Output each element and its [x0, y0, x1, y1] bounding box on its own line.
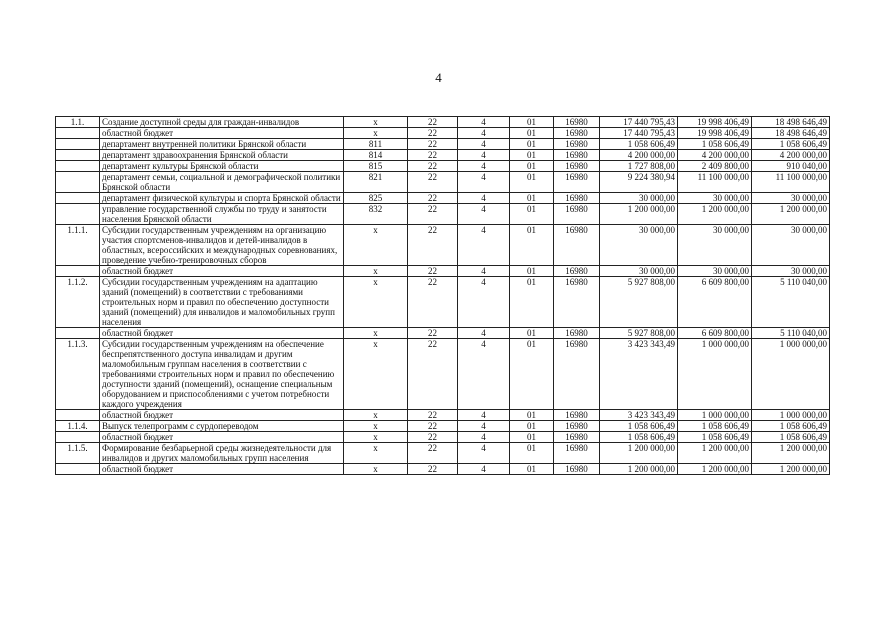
row-subprogram-code: 4 — [458, 204, 510, 225]
row-direction-code: 16980 — [554, 225, 600, 266]
row-amount-year-3: 1 200 000,00 — [752, 204, 830, 225]
row-amount-year-3: 18 498 646,49 — [752, 128, 830, 139]
row-amount-year-1: 1 058 606,49 — [600, 421, 678, 432]
row-amount-year-3: 1 000 000,00 — [752, 339, 830, 410]
row-admin-code: х — [344, 432, 408, 443]
row-amount-year-1: 3 423 343,49 — [600, 339, 678, 410]
row-program-code: 22 — [408, 204, 458, 225]
row-event-code: 01 — [510, 443, 554, 464]
row-direction-code: 16980 — [554, 193, 600, 204]
row-name: областной бюджет — [100, 432, 344, 443]
row-program-code: 22 — [408, 328, 458, 339]
row-direction-code: 16980 — [554, 266, 600, 277]
row-subprogram-code: 4 — [458, 339, 510, 410]
row-amount-year-3: 1 058 606,49 — [752, 421, 830, 432]
row-code — [56, 204, 100, 225]
row-direction-code: 16980 — [554, 117, 600, 128]
row-subprogram-code: 4 — [458, 150, 510, 161]
row-event-code: 01 — [510, 421, 554, 432]
row-program-code: 22 — [408, 150, 458, 161]
row-code: 1.1.3. — [56, 339, 100, 410]
row-amount-year-3: 30 000,00 — [752, 225, 830, 266]
row-name: Формирование безбарьерной среды жизнедеятельности для инвалидов и других маломобильных групп населения — [100, 443, 344, 464]
row-event-code: 01 — [510, 410, 554, 421]
row-name: областной бюджет — [100, 410, 344, 421]
row-name: департамент внутренней политики Брянской области — [100, 139, 344, 150]
row-subprogram-code: 4 — [458, 421, 510, 432]
row-amount-year-1: 1 200 000,00 — [600, 464, 678, 475]
row-code: 1.1. — [56, 117, 100, 128]
table-row — [56, 328, 830, 339]
row-name: Субсидии государственным учреждениям на организацию участия спортсменов-инвалидов и детей-инвалидов в областных, всероссийских и международных соревнованиях, проведение учебно-тренировочных сборов — [100, 225, 344, 266]
row-admin-code: 815 — [344, 161, 408, 172]
row-direction-code: 16980 — [554, 432, 600, 443]
row-program-code: 22 — [408, 432, 458, 443]
row-amount-year-2: 1 200 000,00 — [678, 204, 752, 225]
row-name: департамент семьи, социальной и демографической политики Брянской области — [100, 172, 344, 193]
table-row — [56, 193, 830, 204]
row-name: Выпуск телепрограмм с сурдопереводом — [100, 421, 344, 432]
table-row — [56, 277, 830, 328]
row-event-code: 01 — [510, 277, 554, 328]
row-code — [56, 328, 100, 339]
row-subprogram-code: 4 — [458, 172, 510, 193]
row-code: 1.1.1. — [56, 225, 100, 266]
row-subprogram-code: 4 — [458, 193, 510, 204]
row-direction-code: 16980 — [554, 204, 600, 225]
row-program-code: 22 — [408, 464, 458, 475]
row-program-code: 22 — [408, 410, 458, 421]
row-amount-year-1: 17 440 795,43 — [600, 128, 678, 139]
table-row — [56, 443, 830, 464]
row-admin-code: 825 — [344, 193, 408, 204]
table-row — [56, 161, 830, 172]
row-program-code: 22 — [408, 193, 458, 204]
row-subprogram-code: 4 — [458, 443, 510, 464]
row-event-code: 01 — [510, 172, 554, 193]
row-subprogram-code: 4 — [458, 266, 510, 277]
row-amount-year-2: 1 058 606,49 — [678, 421, 752, 432]
row-amount-year-3: 30 000,00 — [752, 193, 830, 204]
row-admin-code: 811 — [344, 139, 408, 150]
budget-table — [55, 116, 830, 475]
row-code — [56, 193, 100, 204]
row-program-code: 22 — [408, 117, 458, 128]
row-code — [56, 266, 100, 277]
row-code — [56, 464, 100, 475]
row-direction-code: 16980 — [554, 328, 600, 339]
page-number: 4 — [435, 70, 442, 85]
row-name: департамент культуры Брянской области — [100, 161, 344, 172]
row-code: 1.1.4. — [56, 421, 100, 432]
row-amount-year-2: 30 000,00 — [678, 225, 752, 266]
row-direction-code: 16980 — [554, 339, 600, 410]
row-program-code: 22 — [408, 225, 458, 266]
row-program-code: 22 — [408, 172, 458, 193]
row-code — [56, 150, 100, 161]
row-amount-year-2: 11 100 000,00 — [678, 172, 752, 193]
row-admin-code: х — [344, 117, 408, 128]
row-direction-code: 16980 — [554, 161, 600, 172]
row-admin-code: х — [344, 421, 408, 432]
row-event-code: 01 — [510, 128, 554, 139]
row-amount-year-2: 19 998 406,49 — [678, 117, 752, 128]
row-code: 1.1.2. — [56, 277, 100, 328]
row-direction-code: 16980 — [554, 443, 600, 464]
row-program-code: 22 — [408, 128, 458, 139]
row-amount-year-1: 30 000,00 — [600, 225, 678, 266]
row-direction-code: 16980 — [554, 464, 600, 475]
row-event-code: 01 — [510, 150, 554, 161]
table-row — [56, 139, 830, 150]
row-amount-year-3: 30 000,00 — [752, 266, 830, 277]
row-amount-year-3: 1 200 000,00 — [752, 464, 830, 475]
table-row — [56, 204, 830, 225]
row-program-code: 22 — [408, 139, 458, 150]
row-subprogram-code: 4 — [458, 464, 510, 475]
row-event-code: 01 — [510, 328, 554, 339]
row-amount-year-1: 17 440 795,43 — [600, 117, 678, 128]
row-program-code: 22 — [408, 266, 458, 277]
row-direction-code: 16980 — [554, 277, 600, 328]
row-amount-year-2: 4 200 000,00 — [678, 150, 752, 161]
row-name: областной бюджет — [100, 128, 344, 139]
row-subprogram-code: 4 — [458, 328, 510, 339]
row-event-code: 01 — [510, 117, 554, 128]
row-amount-year-2: 6 609 800,00 — [678, 328, 752, 339]
row-subprogram-code: 4 — [458, 410, 510, 421]
row-subprogram-code: 4 — [458, 432, 510, 443]
row-amount-year-1: 3 423 343,49 — [600, 410, 678, 421]
row-code — [56, 128, 100, 139]
row-admin-code: х — [344, 225, 408, 266]
row-direction-code: 16980 — [554, 172, 600, 193]
row-amount-year-2: 1 200 000,00 — [678, 464, 752, 475]
table-row — [56, 117, 830, 128]
row-amount-year-3: 5 110 040,00 — [752, 277, 830, 328]
row-amount-year-1: 30 000,00 — [600, 193, 678, 204]
table-row — [56, 225, 830, 266]
row-admin-code: х — [344, 328, 408, 339]
row-name: Субсидии государственным учреждениям на обеспечение беспрепятственного доступа инвалидам и другим маломобильным группам населения в соответствии с требованиями строительных норм и правил по обеспечению доступности зданий (помещений), оснащение специальным оборудованием и приспособлениями с учетом потребности каждого учреждения — [100, 339, 344, 410]
row-code — [56, 161, 100, 172]
row-direction-code: 16980 — [554, 150, 600, 161]
row-name: Создание доступной среды для граждан-инвалидов — [100, 117, 344, 128]
row-name: департамент физической культуры и спорта Брянской области — [100, 193, 344, 204]
row-amount-year-2: 30 000,00 — [678, 193, 752, 204]
budget-table-body — [56, 117, 830, 475]
row-amount-year-3: 18 498 646,49 — [752, 117, 830, 128]
row-direction-code: 16980 — [554, 410, 600, 421]
row-amount-year-3: 4 200 000,00 — [752, 150, 830, 161]
row-code — [56, 172, 100, 193]
table-row — [56, 266, 830, 277]
row-code: 1.1.5. — [56, 443, 100, 464]
row-amount-year-3: 1 000 000,00 — [752, 410, 830, 421]
row-amount-year-3: 1 058 606,49 — [752, 139, 830, 150]
table-row — [56, 410, 830, 421]
row-event-code: 01 — [510, 161, 554, 172]
row-name: управление государственной службы по труду и занятости населения Брянской области — [100, 204, 344, 225]
row-amount-year-3: 1 058 606,49 — [752, 432, 830, 443]
row-admin-code: х — [344, 277, 408, 328]
row-amount-year-2: 6 609 800,00 — [678, 277, 752, 328]
row-amount-year-2: 2 409 800,00 — [678, 161, 752, 172]
row-amount-year-3: 11 100 000,00 — [752, 172, 830, 193]
row-direction-code: 16980 — [554, 421, 600, 432]
row-amount-year-2: 30 000,00 — [678, 266, 752, 277]
row-event-code: 01 — [510, 139, 554, 150]
row-admin-code: 821 — [344, 172, 408, 193]
row-program-code: 22 — [408, 339, 458, 410]
row-admin-code: 832 — [344, 204, 408, 225]
row-amount-year-2: 1 000 000,00 — [678, 410, 752, 421]
row-program-code: 22 — [408, 443, 458, 464]
row-subprogram-code: 4 — [458, 117, 510, 128]
row-amount-year-1: 5 927 808,00 — [600, 328, 678, 339]
row-amount-year-3: 5 110 040,00 — [752, 328, 830, 339]
row-event-code: 01 — [510, 339, 554, 410]
row-amount-year-2: 1 058 606,49 — [678, 432, 752, 443]
row-code — [56, 139, 100, 150]
row-amount-year-3: 1 200 000,00 — [752, 443, 830, 464]
row-event-code: 01 — [510, 432, 554, 443]
row-event-code: 01 — [510, 464, 554, 475]
row-amount-year-1: 1 200 000,00 — [600, 443, 678, 464]
row-direction-code: 16980 — [554, 128, 600, 139]
row-event-code: 01 — [510, 204, 554, 225]
row-amount-year-1: 30 000,00 — [600, 266, 678, 277]
row-admin-code: х — [344, 128, 408, 139]
row-admin-code: 814 — [344, 150, 408, 161]
table-row — [56, 432, 830, 443]
row-amount-year-2: 1 200 000,00 — [678, 443, 752, 464]
row-direction-code: 16980 — [554, 139, 600, 150]
table-row — [56, 150, 830, 161]
table-row — [56, 464, 830, 475]
row-admin-code: х — [344, 410, 408, 421]
row-amount-year-2: 1 058 606,49 — [678, 139, 752, 150]
row-name: областной бюджет — [100, 266, 344, 277]
row-subprogram-code: 4 — [458, 161, 510, 172]
table-row — [56, 128, 830, 139]
row-program-code: 22 — [408, 277, 458, 328]
row-subprogram-code: 4 — [458, 277, 510, 328]
row-amount-year-1: 9 224 380,94 — [600, 172, 678, 193]
row-code — [56, 432, 100, 443]
row-amount-year-2: 1 000 000,00 — [678, 339, 752, 410]
row-admin-code: х — [344, 464, 408, 475]
row-code — [56, 410, 100, 421]
row-amount-year-1: 1 200 000,00 — [600, 204, 678, 225]
row-event-code: 01 — [510, 193, 554, 204]
table-row — [56, 339, 830, 410]
row-name: Субсидии государственным учреждениям на адаптацию зданий (помещений) в соответствии с требованиями строительных норм и правил по обеспечению доступности зданий (помещений) для инвалидов и маломобильных групп населения — [100, 277, 344, 328]
row-amount-year-2: 19 998 406,49 — [678, 128, 752, 139]
row-program-code: 22 — [408, 161, 458, 172]
row-program-code: 22 — [408, 421, 458, 432]
row-subprogram-code: 4 — [458, 225, 510, 266]
row-amount-year-1: 5 927 808,00 — [600, 277, 678, 328]
row-name: областной бюджет — [100, 328, 344, 339]
row-amount-year-1: 1 058 606,49 — [600, 139, 678, 150]
row-amount-year-1: 1 727 808,00 — [600, 161, 678, 172]
table-row — [56, 421, 830, 432]
row-admin-code: х — [344, 443, 408, 464]
row-subprogram-code: 4 — [458, 139, 510, 150]
row-subprogram-code: 4 — [458, 128, 510, 139]
row-amount-year-3: 910 040,00 — [752, 161, 830, 172]
row-admin-code: х — [344, 339, 408, 410]
row-amount-year-1: 1 058 606,49 — [600, 432, 678, 443]
row-admin-code: х — [344, 266, 408, 277]
row-name: департамент здравоохранения Брянской области — [100, 150, 344, 161]
row-name: областной бюджет — [100, 464, 344, 475]
table-row — [56, 172, 830, 193]
row-amount-year-1: 4 200 000,00 — [600, 150, 678, 161]
row-event-code: 01 — [510, 266, 554, 277]
row-event-code: 01 — [510, 225, 554, 266]
